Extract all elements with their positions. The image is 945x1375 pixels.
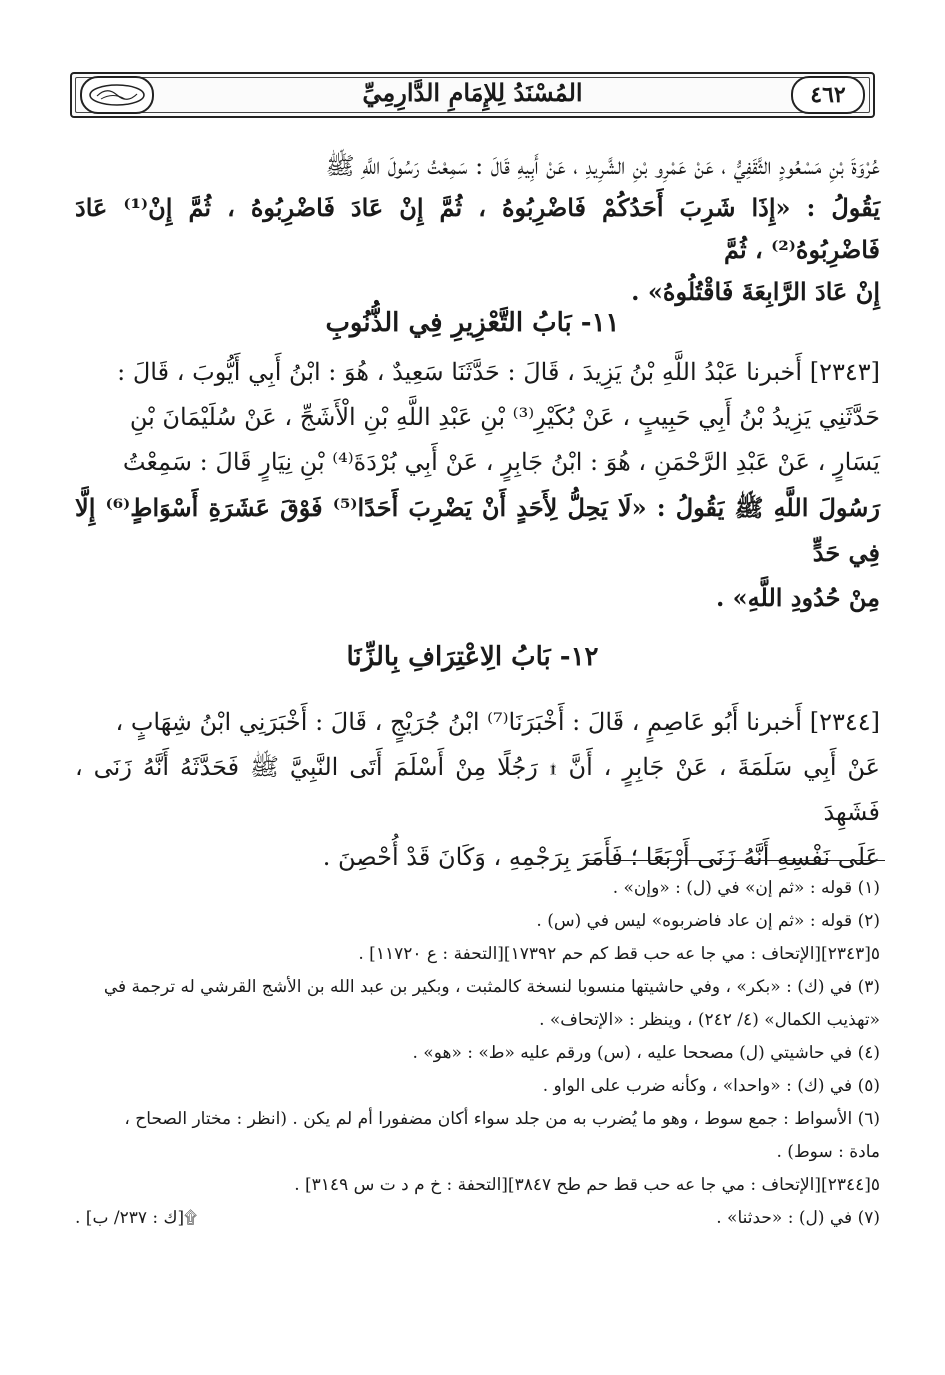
footnote: ٥[٢٣٤٤][الإتحاف : مي جا عه حب قط حم طح ٣٨٤٧][التحفة : خ م د ت س ٣١٤٩] . (294, 1175, 880, 1195)
footnote: (٧) في (ل) : «حدثنا» . (716, 1208, 880, 1228)
text-line: عُرْوَةَ بْنِ مَسْعُودٍ الثَّقَفِيُّ ، عَنْ عَمْرِو بْنِ الشَّرِيدِ ، عَنْ أَبِيهِ قَالَ : سَمِعْتُ رَسُولَ اللَّهِ ﷺ (325, 152, 880, 180)
chapter-heading-11: ١١- بَابُ التَّعْزِيرِ فِي الذُّنُوبِ (325, 308, 620, 338)
footnote: ٥[٢٣٤٣][الإتحاف : مي جا عه حب قط كم حم ١٧٣٩٢][التحفة : ع ١١٧٢٠] . (358, 944, 880, 964)
footnote: (٣) في (ك) : «بكر» ، وفي حاشيتها منسوبا لنسخة كالمثبت ، وبكير بن عبد الله بن الأشج القرشي له ترجمة في (103, 977, 880, 997)
footnote-row (75, 1202, 880, 1235)
footnote: «تهذيب الكمال» (٤/ ٢٤٢) ، وينظر : «الإتحاف» . (539, 1010, 880, 1030)
footnote: (٥) في (ك) : «واحدا» ، وكأنه ضرب على الواو . (542, 1076, 880, 1096)
footnote: (١) قوله : «ثم إن» في (ل) : «وإن» . (612, 878, 880, 898)
text-line: يَسَارٍ ، عَنْ عَبْدِ الرَّحْمَنِ ، هُوَ : ابْنُ جَابِرٍ ، عَنْ أَبِي بُرْدَةَ⁽⁴⁾ بْنِ نِيَارٍ قَالَ : سَمِعْتُ (122, 448, 880, 476)
text-line: يَقُولُ : «إِذَا شَرِبَ أَحَدُكُمْ فَاضْرِبُوهُ ، ثُمَّ إِنْ عَادَ فَاضْرِبُوهُ ، ثُمَّ إِنْ⁽¹⁾ عَادَ فَاضْرِبُوهُ⁽²⁾ ، ثُمَّ (75, 193, 881, 264)
text-line: [٢٣٤٤] أَخبرنا أَبُو عَاصِمٍ ، قَالَ : أَخْبَرَنَا⁽⁷⁾ ابْنُ جُرَيْجٍ ، قَالَ : أَخْبَرَنِي ابْنُ شِهَابٍ ، (115, 708, 880, 736)
text-line: مِنْ حُدُودِ اللَّهِ» . (715, 583, 880, 612)
footnote: (٢) قوله : «ثم إن عاد فاضربوه» ليس في (س) . (536, 911, 880, 931)
text-line: عَلَى نَفْسِهِ أَنَّهُ زَنَى أَرْبَعًا ؛ فَأَمَرَ بِرَجْمِهِ ، وَكَانَ قَدْ أُحْصِنَ . (322, 843, 880, 871)
document-page (60, 60, 885, 1340)
text-line: [٢٣٤٣] أَخبرنا عَبْدُ اللَّهِ بْنُ يَزِيدَ ، قَالَ : حَدَّثَنَا سَعِيدٌ ، هُوَ : ابْنُ أَبِي أَيُّوبَ ، قَالَ : (117, 358, 880, 386)
footnote: (٤) في حاشيتي (ل) مصححا عليه ، (س) ورقم عليه «ط» : «هو» . (412, 1043, 880, 1063)
book-title: المُسْنَدُ لِلإِمَامِ الدَّارِمِيِّ (362, 78, 583, 107)
paragraph-hadith-2344 (75, 700, 880, 880)
text-line: إِنْ عَادَ الرَّابِعَةَ فَاقْتُلُوهُ» . (631, 277, 880, 306)
paragraph-hadith-continuation (75, 145, 880, 313)
text-line: حَدَّثَنِي يَزِيدُ بْنُ أَبِي حَبِيبٍ ، عَنْ بُكَيْرِ⁽³⁾ بْنِ عَبْدِ اللَّهِ بْنِ الْأَشَجِّ ، عَنْ سُلَيْمَانَ بْنِ (129, 403, 880, 431)
footnotes-section (75, 872, 880, 1235)
publisher-seal-icon (80, 76, 154, 114)
footnote: (٦) الأسواط : جمع سوط ، وهو ما يُضرب به من جلد سواء أكان مضفورا أم لم يكن . (انظر : مختار الصحاح ، (124, 1109, 880, 1129)
page-header (70, 72, 875, 118)
page-number: ٤٦٢ (791, 76, 865, 114)
paragraph-hadith-2343 (75, 350, 880, 620)
text-line: عَنْ أَبِي سَلَمَةَ ، عَنْ جَابِرٍ ، أَنَّ ۩ رَجُلًا مِنْ أَسْلَمَ أَتَى النَّبِيَّ ﷺ فَحَدَّثَهُ أَنَّهُ زَنَى ، فَشَهِدَ (75, 753, 881, 826)
footnote-divider (585, 860, 885, 861)
manuscript-page-marker: ۩[ك : ٢٣٧/ ب] . (75, 1208, 198, 1228)
text-line: رَسُولَ اللَّهِ ﷺ يَقُولُ : «لَا يَحِلُّ لِأَحَدٍ أَنْ يَضْرِبَ أَحَدًا⁽⁵⁾ فَوْقَ عَشَرَةِ أَسْوَاطٍ⁽⁶⁾ إِلَّا فِي حَدٍّ (75, 493, 881, 567)
chapter-heading-12: ١٢- بَابُ الِاعْتِرَافِ بِالزِّنَا (346, 642, 599, 672)
footnote: مادة : سوط) . (776, 1142, 880, 1162)
